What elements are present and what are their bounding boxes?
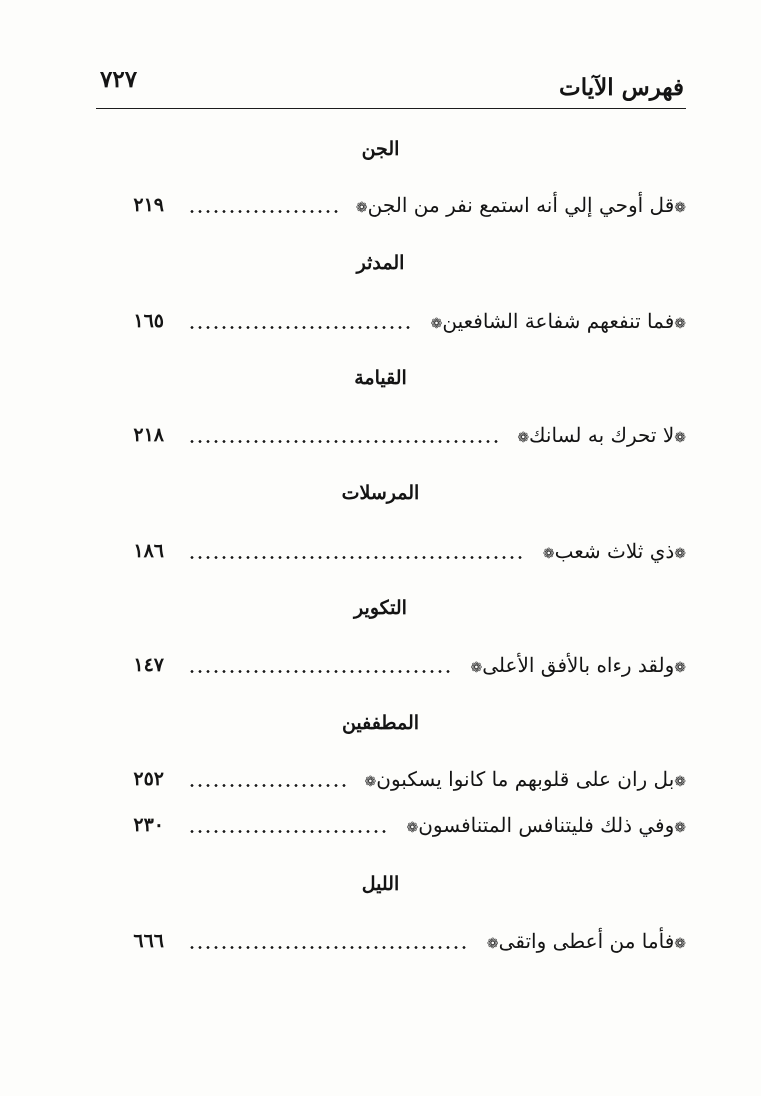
verse-quote: لا تحرك به لسانك [529, 423, 675, 447]
page-number: ٧٢٧ [100, 66, 138, 93]
verse-quote: فأما من أعطى واتقى [498, 929, 675, 953]
ornate-bracket-close-icon: ❁ [486, 936, 499, 952]
verse-text [406, 810, 686, 840]
dot-leader [188, 556, 524, 559]
index-entry [118, 190, 686, 220]
verse-quote: ولقد رءاه بالأفق الأعلى [482, 653, 675, 677]
dot-leader [188, 210, 340, 213]
page-reference: ٦٦٦ [133, 930, 164, 952]
page-title: فهرس الآيات [559, 74, 684, 101]
ornate-bracket-open-icon: ❁ [674, 774, 686, 790]
verse-text [517, 420, 686, 450]
ornate-bracket-open-icon: ❁ [674, 660, 686, 676]
index-entry [118, 536, 686, 566]
surah-heading: القيامة [354, 367, 407, 389]
page-reference: ٢٥٢ [133, 768, 164, 790]
surah-heading: المدثر [356, 252, 405, 274]
ornate-bracket-open-icon: ❁ [674, 936, 686, 952]
index-entry [118, 810, 686, 840]
surah-heading: المرسلات [341, 482, 420, 504]
verse-quote: بل ران على قلوبهم ما كانوا يسكبون [376, 767, 675, 791]
ornate-bracket-close-icon: ❁ [542, 546, 555, 562]
verse-text [365, 764, 686, 794]
ornate-bracket-open-icon: ❁ [674, 546, 686, 562]
verse-text [431, 306, 686, 336]
page-reference: ٢١٨ [133, 424, 164, 446]
ornate-bracket-open-icon: ❁ [674, 430, 686, 446]
ornate-bracket-open-icon: ❁ [674, 200, 686, 216]
ornate-bracket-open-icon: ❁ [674, 316, 686, 332]
dot-leader [188, 830, 388, 833]
ornate-bracket-close-icon: ❁ [364, 774, 377, 790]
index-entry [118, 764, 686, 794]
surah-heading: التكوير [354, 597, 407, 619]
index-entry [118, 306, 686, 336]
ornate-bracket-close-icon: ❁ [470, 660, 483, 676]
verse-text [487, 926, 686, 956]
ornate-bracket-close-icon: ❁ [430, 316, 443, 332]
verse-quote: وفي ذلك فليتنافس المتنافسون [418, 813, 675, 837]
index-entry [118, 926, 686, 956]
dot-leader [188, 784, 348, 787]
verse-quote: فما تنفعهم شفاعة الشافعين [442, 309, 675, 333]
ornate-bracket-open-icon: ❁ [674, 820, 686, 836]
ornate-bracket-close-icon: ❁ [517, 430, 530, 446]
page-reference: ١٨٦ [133, 540, 164, 562]
verse-quote: قل أوحي إلي أنه استمع نفر من الجن [367, 193, 675, 217]
verse-text [356, 190, 686, 220]
page-reference: ١٦٥ [133, 310, 164, 332]
surah-heading: الجن [361, 138, 400, 160]
page-reference: ١٤٧ [133, 654, 164, 676]
index-entry [118, 650, 686, 680]
dot-leader [188, 326, 412, 329]
surah-heading: المطففين [341, 712, 420, 734]
ornate-bracket-close-icon: ❁ [406, 820, 419, 836]
verse-quote: ذي ثلاث شعب [554, 539, 675, 563]
verse-text [471, 650, 687, 680]
verse-text [543, 536, 686, 566]
page-reference: ٢٣٠ [133, 814, 164, 836]
page-header [96, 64, 686, 109]
index-entry [118, 420, 686, 450]
dot-leader [188, 946, 468, 949]
surah-heading: الليل [361, 873, 400, 895]
dot-leader [188, 440, 500, 443]
dot-leader [188, 670, 452, 673]
page-reference: ٢١٩ [133, 194, 164, 216]
ornate-bracket-close-icon: ❁ [355, 200, 368, 216]
